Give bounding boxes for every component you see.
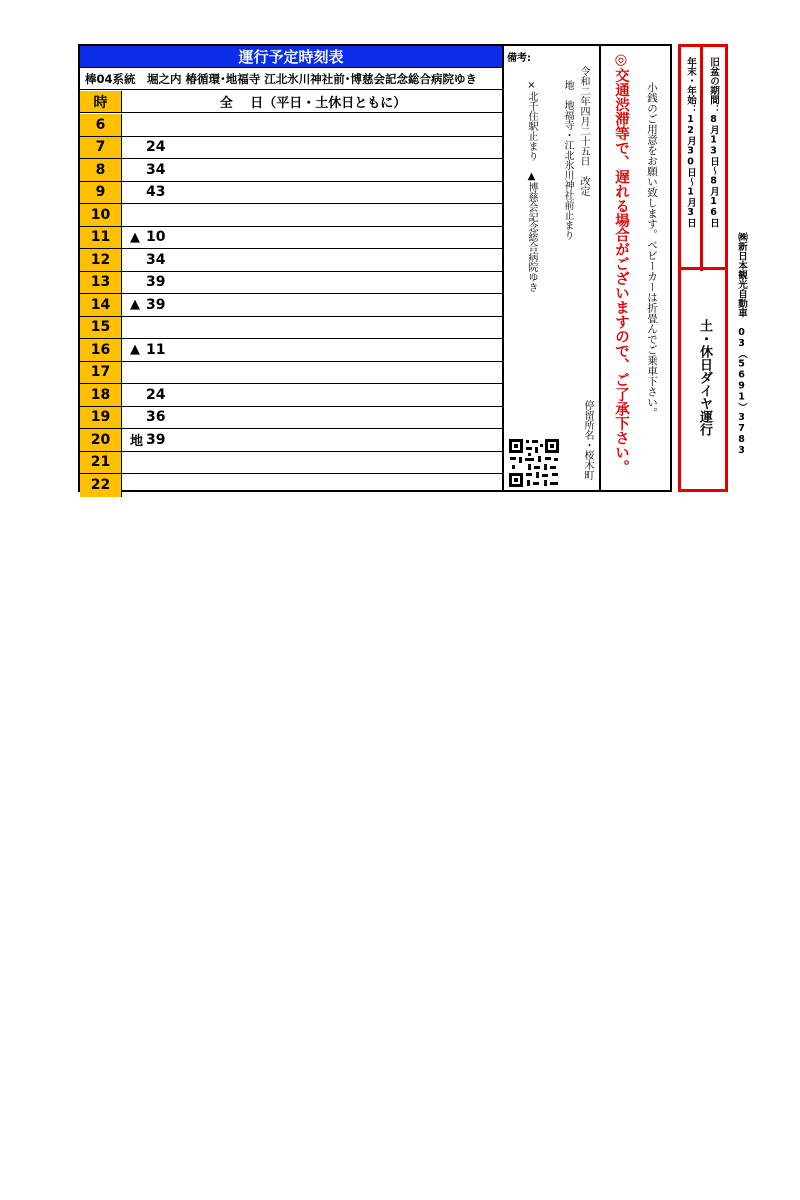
table-row xyxy=(80,249,502,272)
holiday-schedule: 土・休日ダイヤ運行 xyxy=(697,319,712,436)
obon-period: 旧盆の期間：8月13日～8月16日 xyxy=(708,57,719,228)
hour-cell: 9 xyxy=(80,182,122,204)
minutes-cell xyxy=(124,114,146,136)
minutes-cell xyxy=(124,159,165,181)
table-row xyxy=(80,429,502,452)
minutes-cell xyxy=(124,339,165,361)
minute-value: 39 xyxy=(146,296,166,313)
note-jifukuji: 地 地福寺・江北氷川神社前止まり xyxy=(562,80,573,240)
table-row xyxy=(80,407,502,430)
hour-cell: 8 xyxy=(80,159,122,181)
hour-cell: 7 xyxy=(80,137,122,159)
day-header: 全 日（平日・土休日ともに） xyxy=(219,96,407,111)
remarks-panel xyxy=(504,44,600,492)
table-row xyxy=(80,182,502,205)
passenger-note: 小銭のご用意をお願い致します。ベビーカーは折畳んでご乗車下さい。 xyxy=(646,82,658,418)
table-row xyxy=(80,474,502,497)
hour-cell: 20 xyxy=(80,429,122,451)
hour-cell: 15 xyxy=(80,317,122,339)
timetable-title: 運行予定時刻表 xyxy=(80,46,502,68)
minutes-cell xyxy=(124,362,146,384)
hour-cell: 10 xyxy=(80,204,122,226)
minutes-cell xyxy=(124,272,165,294)
table-row xyxy=(80,384,502,407)
minutes-cell xyxy=(124,294,165,316)
mark-prefix: ▲ xyxy=(130,297,140,313)
mark-prefix: 地 xyxy=(130,434,144,450)
table-row xyxy=(80,362,502,385)
remarks-label: 備考: xyxy=(507,53,531,64)
hour-cell: 18 xyxy=(80,384,122,406)
hour-cell: 16 xyxy=(80,339,122,361)
hour-cell: 13 xyxy=(80,272,122,294)
newyear-period: 年末・年始：12月30日～1月3日 xyxy=(685,57,696,228)
minutes-cell xyxy=(124,182,165,204)
minutes-cell xyxy=(124,474,146,497)
minute-value: 34 xyxy=(146,251,166,268)
minute-value: 24 xyxy=(146,386,166,403)
minute-value: 11 xyxy=(146,341,166,358)
holiday-divider xyxy=(678,267,728,270)
minutes-cell xyxy=(124,429,165,451)
minutes-cell xyxy=(124,452,146,474)
minute-value: 34 xyxy=(146,161,166,178)
minutes-cell xyxy=(124,204,146,226)
minutes-cell xyxy=(124,227,165,249)
table-row xyxy=(80,339,502,362)
minute-value: 43 xyxy=(146,184,166,201)
minutes-cell xyxy=(124,137,165,159)
minutes-cell xyxy=(124,317,146,339)
minutes-cell xyxy=(124,384,165,406)
minutes-cell xyxy=(124,249,165,271)
table-row xyxy=(80,294,502,317)
hour-cell: 21 xyxy=(80,452,122,474)
stop-name: 停留所名・桜木町 xyxy=(582,400,593,480)
table-row xyxy=(80,317,502,340)
traffic-delay-note: ◎交通渋滞等で、遅れる場合がございますので、ご了承下さい。 xyxy=(613,52,629,474)
hour-cell: 6 xyxy=(80,114,122,136)
note-kitasenju: ×北千住駅止まり ▲博慈会記念総合病院ゆき xyxy=(526,80,537,292)
minute-value: 10 xyxy=(146,229,166,246)
table-row xyxy=(80,114,502,137)
table-row xyxy=(80,452,502,475)
minutes-cell xyxy=(124,407,165,429)
qr-code-icon xyxy=(508,438,560,488)
minute-value: 36 xyxy=(146,409,166,426)
hour-cell: 19 xyxy=(80,407,122,429)
hour-cell: 11 xyxy=(80,227,122,249)
route-description: 棒04系統 堀之内 椿循環･地福寺 江北氷川神社前･博慈会記念総合病院ゆき xyxy=(80,68,502,90)
minute-value: 24 xyxy=(146,139,166,156)
table-row xyxy=(80,137,502,160)
table-row xyxy=(80,159,502,182)
hour-cell: 12 xyxy=(80,249,122,271)
mark-prefix: ▲ xyxy=(130,342,140,358)
revision-date: 令和二年四月二十五日 改定 xyxy=(578,66,589,196)
company-info: ㈱新日本観光自動車 03（5691）3783 xyxy=(736,232,747,456)
minute-value: 39 xyxy=(146,274,166,291)
hour-cell: 22 xyxy=(80,474,122,497)
minute-value: 39 xyxy=(146,431,166,448)
holiday-panel xyxy=(678,44,728,492)
mark-prefix: ▲ xyxy=(130,229,140,245)
hour-cell: 14 xyxy=(80,294,122,316)
holiday-divider xyxy=(700,44,703,271)
hour-cell: 17 xyxy=(80,362,122,384)
header-row xyxy=(80,91,502,113)
table-row xyxy=(80,227,502,250)
table-row xyxy=(80,272,502,295)
hour-header: 時 xyxy=(80,91,122,112)
timetable xyxy=(78,44,504,492)
notice-panel xyxy=(600,44,672,492)
table-row xyxy=(80,204,502,227)
